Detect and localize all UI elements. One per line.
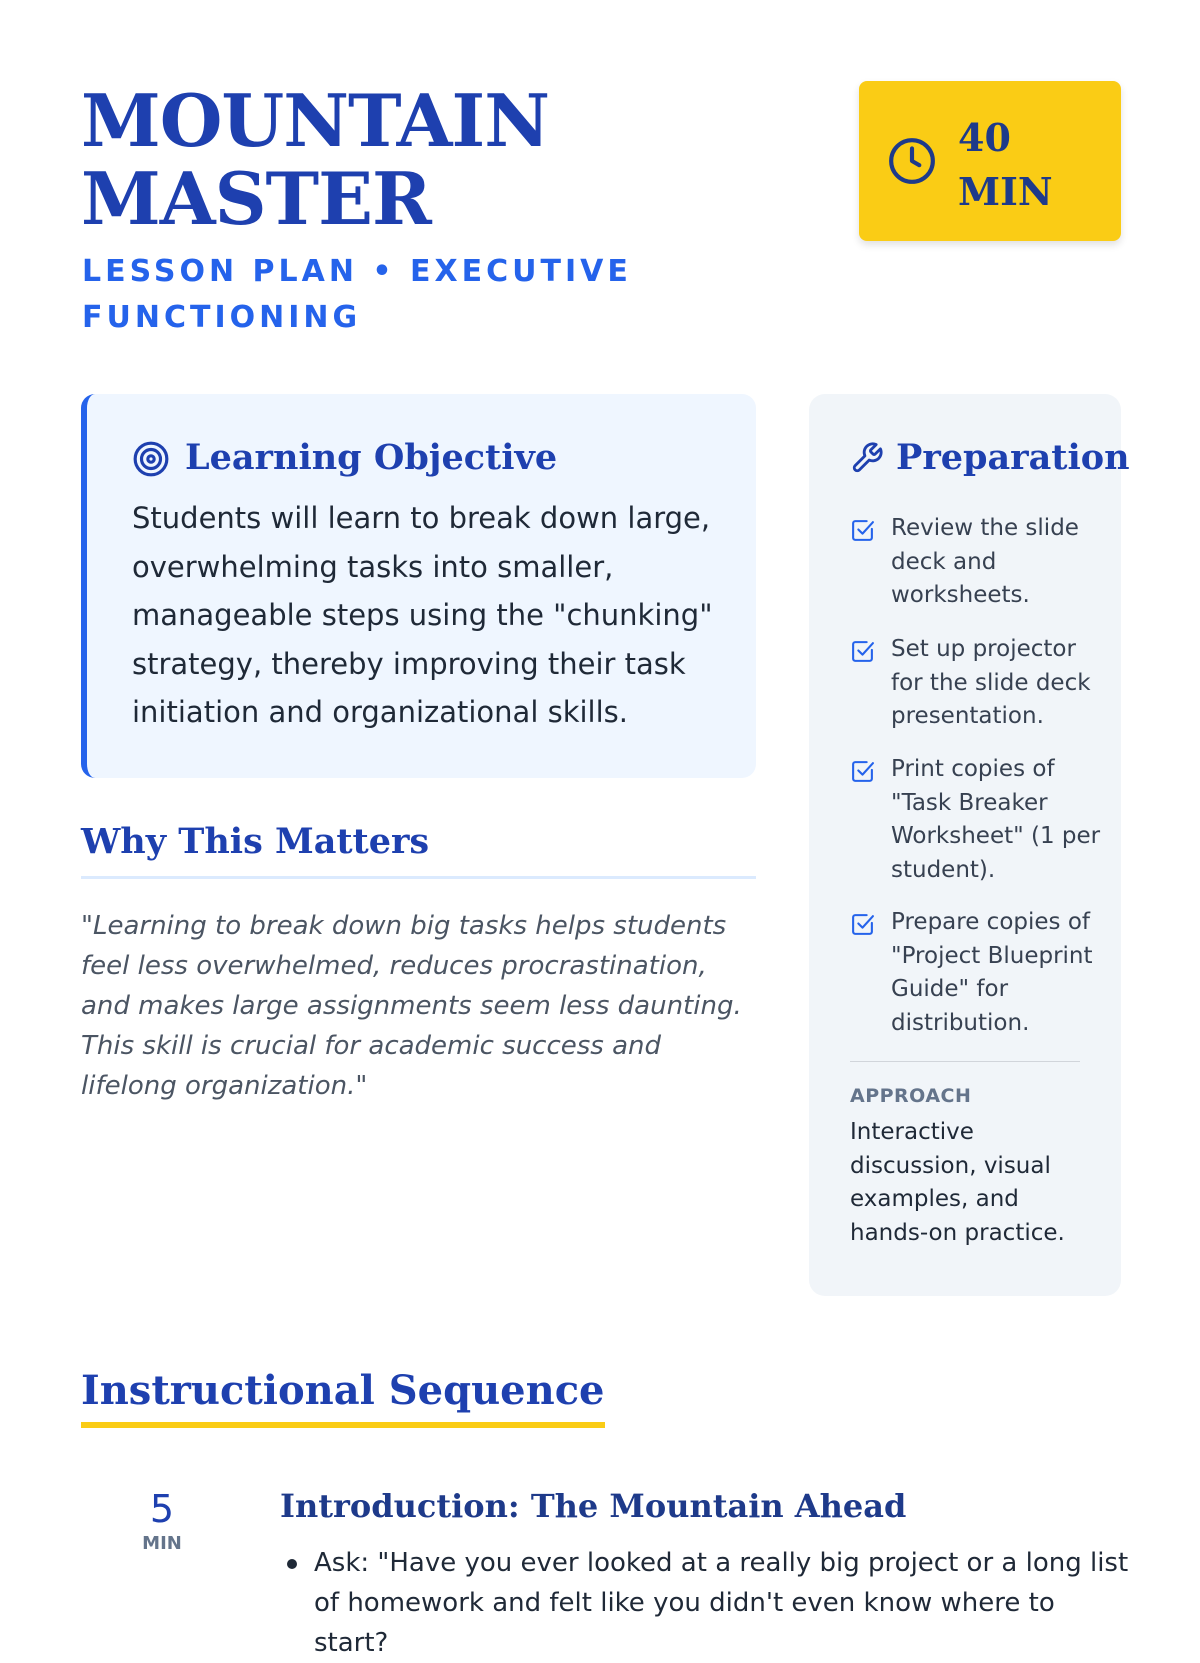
step-bullet-text: Ask: "Have you ever looked at a really big project or a long list of homework and felt like you didn't even know where to start? <box>314 1548 1129 1658</box>
prep-item-text: Review the slide deck and worksheets. <box>891 515 1079 608</box>
why-heading: Why This Matters <box>81 821 430 862</box>
lesson-subtitle: LESSON PLAN • EXECUTIVE FUNCTIONING <box>82 254 632 335</box>
step-duration <box>122 1486 202 1556</box>
prep-item-text: Set up projector for the slide deck presentation. <box>891 636 1091 729</box>
wrench-icon <box>850 441 884 475</box>
approach-label: APPROACH <box>850 1085 972 1107</box>
approach-text: Interactive discussion, visual examples, and hands-on practice. <box>850 1119 1065 1246</box>
lesson-title: MOUNTAIN MASTER <box>81 78 550 241</box>
learning-objective-card <box>81 394 756 778</box>
bullet-dot-icon <box>287 1559 297 1569</box>
prep-item-text: Print copies of "Task Breaker Worksheet" (1 per student). <box>891 756 1101 883</box>
step-duration-unit: MIN <box>142 1533 182 1554</box>
step-title: Introduction: The Mountain Ahead <box>280 1487 907 1525</box>
step-duration-value: 5 <box>149 1487 175 1531</box>
preparation-divider <box>850 1061 1080 1062</box>
checkbox-checked-icon <box>850 912 875 937</box>
preparation-panel <box>809 394 1130 1296</box>
duration-badge <box>859 81 1121 241</box>
target-icon <box>132 440 170 478</box>
prep-item-text: Prepare copies of "Project Blueprint Guide" for distribution. <box>891 909 1093 1036</box>
objective-heading: Learning Objective <box>185 437 558 478</box>
preparation-heading: Preparation <box>896 437 1130 478</box>
clock-icon <box>887 136 937 186</box>
why-divider <box>81 876 756 879</box>
sequence-heading: Instructional Sequence <box>81 1364 605 1428</box>
checkbox-checked-icon <box>850 639 875 664</box>
duration-text: 40 MIN <box>958 115 1053 214</box>
objective-text: Students will learn to break down large, overwhelming tasks into smaller, manageable steps using the "chunking" strategy, thereby improving their task initiation and organizational skills. <box>132 501 713 729</box>
checkbox-checked-icon <box>850 759 875 784</box>
why-quote: "Learning to break down big tasks helps students feel less overwhelmed, reduces procrastination, and makes large assignments seem less daunting. This skill is crucial for academic success and lifelong organization." <box>81 911 742 1101</box>
checkbox-checked-icon <box>850 518 875 543</box>
